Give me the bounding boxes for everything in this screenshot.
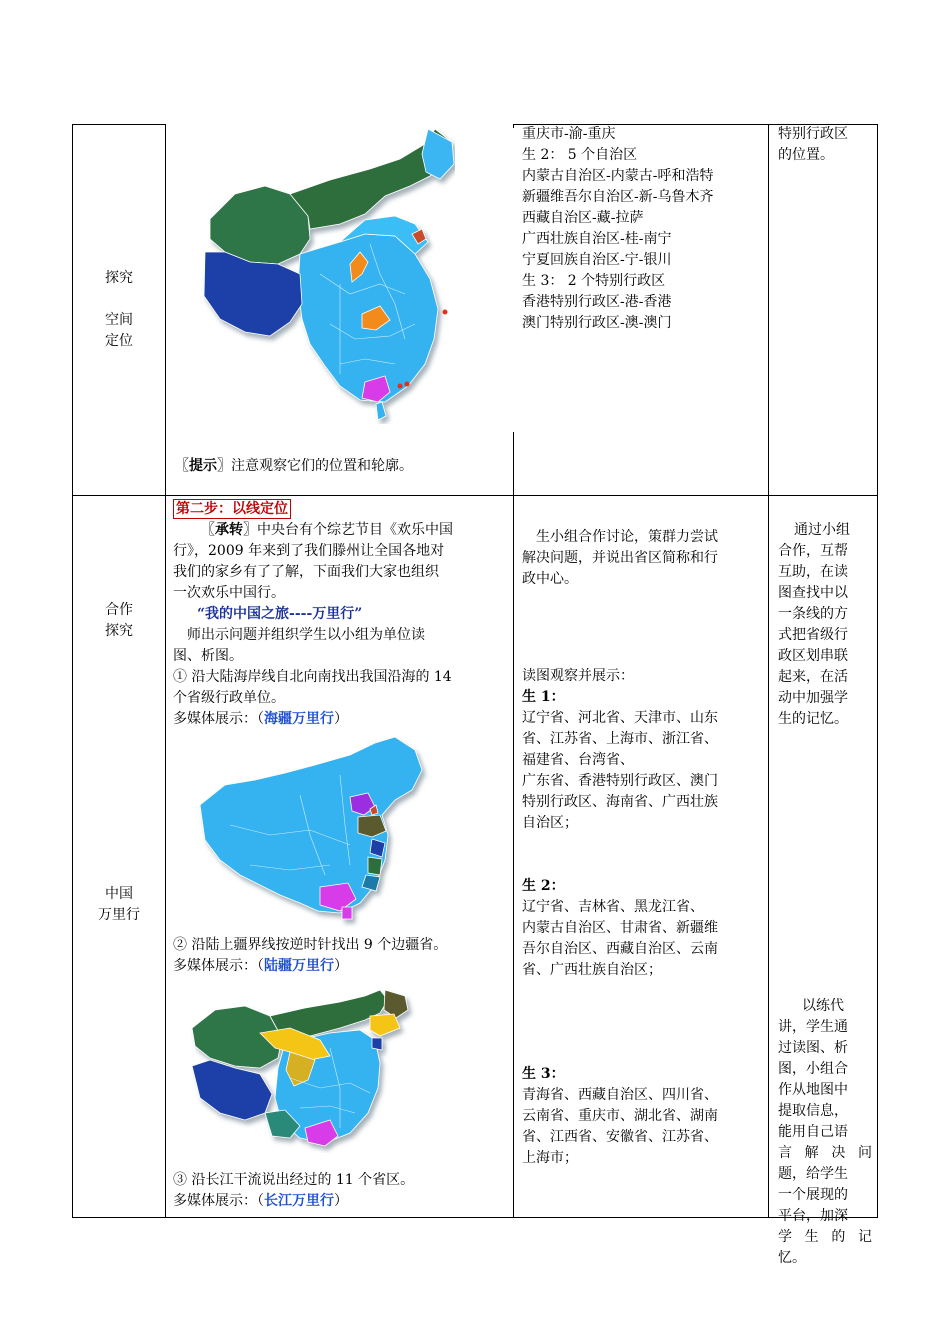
row1-activity — [522, 124, 766, 334]
row2-label-bottom-line1: 中国 — [105, 886, 133, 902]
row1-label-line2: 空间 — [105, 312, 133, 328]
row2-label-bottom-line2: 万里行 — [98, 907, 140, 923]
student-line: 政中心。 — [522, 571, 578, 587]
q2-media-name: 陆疆万里行 — [264, 958, 334, 974]
row1-label-line3: 定位 — [105, 333, 133, 349]
s3-line: 上海市； — [522, 1150, 578, 1166]
activity-line: 宁夏回族自治区-宁-银川 — [522, 252, 672, 268]
transition-line: 行》，2009 年来到了我们滕州让全国各地对 — [173, 543, 445, 559]
intent2-line: 提取信息， — [778, 1103, 848, 1119]
s2-line: 内蒙古自治区、甘肃省、新疆维 — [522, 920, 718, 936]
col-border-4 — [877, 124, 878, 1218]
q1-line: 个省级行政单位。 — [173, 690, 285, 706]
s2-line: 吾尔自治区、西藏自治区、云南 — [522, 941, 718, 957]
border-provinces-map — [190, 988, 420, 1153]
activity-line: 生 3： 2 个特别行政区 — [522, 273, 666, 289]
row2-label-bottom — [73, 884, 165, 926]
q2-media: 多媒体展示：（陆疆万里行） — [173, 958, 348, 974]
intent2-line: 能用自己语 — [778, 1124, 848, 1140]
intent1-line: 生的记忆。 — [778, 711, 848, 727]
s1-label: 生 1： — [522, 689, 565, 705]
intent1-line: 动中加强学 — [778, 690, 848, 706]
intent2-line: 图，小组合 — [778, 1061, 848, 1077]
s3-line: 省、江西省、安徽省、江苏省、 — [522, 1129, 718, 1145]
intent1-line: 起来，在活 — [778, 669, 848, 685]
s1-line: 特别行政区、海南省、广西壮族 — [522, 794, 718, 810]
hint-keyword: 提示 — [189, 458, 217, 474]
intent2-line: 以练代 — [802, 998, 844, 1014]
row2-student-s1 — [522, 666, 766, 834]
row2-content — [173, 499, 511, 730]
q1-media-name: 海疆万里行 — [264, 711, 334, 727]
activity-line: 香港特别行政区-港-香港 — [522, 294, 672, 310]
intent2-line: 平台，加深 — [778, 1208, 848, 1224]
row2-student-discussion — [522, 527, 766, 590]
s2-label: 生 2： — [522, 878, 565, 894]
s1-line: 自治区； — [522, 815, 578, 831]
transition-line: 我们的家乡有了了解，下面我们大家也组织 — [173, 564, 439, 580]
intent2-line: 言解决问 — [778, 1145, 872, 1161]
col-border-2b — [513, 432, 514, 1218]
intent2-line: 作从地图中 — [778, 1082, 848, 1098]
student-line: 生小组合作讨论，策群力尝试 — [536, 529, 718, 545]
row1-intent — [778, 124, 874, 166]
q2-line: ② 沿陆上疆界线按逆时针找出 9 个边疆省。 — [173, 937, 448, 953]
hint-bracket-open: 〖 — [175, 458, 189, 474]
transition-keyword: 承转 — [215, 522, 243, 538]
teacher-line: 图、析图。 — [173, 648, 243, 664]
q3-media: 多媒体展示：（长江万里行） — [173, 1193, 348, 1209]
q3-media-name: 长江万里行 — [264, 1193, 334, 1209]
s3-line: 云南省、重庆市、湖北省、湖南 — [522, 1108, 718, 1124]
row2-intent-2 — [778, 996, 872, 1269]
row1-label-line1: 探究 — [105, 270, 133, 286]
intent1-line: 互助，在读 — [778, 564, 848, 580]
s1-line: 福建省、台湾省、 — [522, 752, 634, 768]
table-top-border — [72, 124, 165, 125]
s2-line: 省、广西壮族自治区； — [522, 962, 662, 978]
row1-label — [73, 268, 165, 352]
student-line: 解决问题，并说出省区简称和行 — [522, 550, 718, 566]
col-border-1 — [165, 124, 166, 1218]
q3-block — [173, 1170, 511, 1212]
row2-label-top — [73, 600, 165, 642]
table-bottom-border — [72, 1217, 877, 1218]
q3-line: ③ 沿长江干流说出经过的 11 个省区。 — [173, 1172, 415, 1188]
intent1-line: 式把省级行 — [778, 627, 848, 643]
activity-line: 重庆市-渝-重庆 — [522, 126, 616, 142]
activity-line: 澳门特别行政区-澳-澳门 — [522, 315, 672, 331]
s1-line: 省、江苏省、上海市、浙江省、 — [522, 731, 718, 747]
activity-line: 内蒙古自治区-内蒙古-呼和浩特 — [522, 168, 714, 184]
hint-body: 〗注意观察它们的位置和轮廓。 — [217, 458, 413, 474]
row2-student-s3 — [522, 1064, 766, 1169]
row2-intent-1 — [778, 520, 872, 730]
read-map-line: 读图观察并展示： — [522, 668, 634, 684]
activity-line: 新疆维吾尔自治区-新-乌鲁木齐 — [522, 189, 714, 205]
journey-title: “我的中国之旅----万里行” — [197, 606, 363, 622]
intent-line: 特别行政区 — [778, 126, 848, 142]
intent1-line: 图查找中以 — [778, 585, 848, 601]
intent2-line: 一个展现的 — [778, 1187, 848, 1203]
intent1-line: 通过小组 — [794, 522, 850, 538]
intent-line: 的位置。 — [778, 147, 834, 163]
step-title: 第二步：以线定位 — [173, 499, 291, 519]
teacher-line: 师出示问题并组织学生以小组为单位读 — [187, 627, 425, 643]
activity-line: 生 2： 5 个自治区 — [522, 147, 638, 163]
intent2-line: 讲，学生通 — [778, 1019, 848, 1035]
col-border-3 — [768, 124, 769, 1218]
s2-line: 辽宁省、吉林省、黑龙江省、 — [522, 899, 704, 915]
intent2-line: 忆。 — [778, 1250, 806, 1266]
row2-label-top-line1: 合作 — [105, 602, 133, 618]
china-provinces-map — [190, 124, 455, 424]
row2-label-top-line2: 探究 — [105, 623, 133, 639]
s3-line: 青海省、西藏自治区、四川省、 — [522, 1087, 718, 1103]
s1-line: 辽宁省、河北省、天津市、山东 — [522, 710, 718, 726]
intent2-line: 过读图、析 — [778, 1040, 848, 1056]
hint-text — [175, 456, 510, 477]
transition-line: 一次欢乐中国行。 — [173, 585, 285, 601]
q1-line: ① 沿大陆海岸线自北向南找出我国沿海的 14 — [173, 669, 452, 685]
row2-student-s2 — [522, 876, 766, 981]
q2-block — [173, 935, 511, 977]
intent2-line: 学生的记 — [778, 1229, 872, 1245]
q1-media: 多媒体展示：（海疆万里行） — [173, 711, 348, 727]
intent1-line: 合作，互帮 — [778, 543, 848, 559]
col-border-2a — [513, 124, 514, 128]
intent1-line: 政区划串联 — [778, 648, 848, 664]
row-divider — [72, 495, 877, 496]
activity-line: 广西壮族自治区-桂-南宁 — [522, 231, 672, 247]
activity-line: 西藏自治区-藏-拉萨 — [522, 210, 644, 226]
s3-label: 生 3： — [522, 1066, 565, 1082]
intent2-line: 题，给学生 — [778, 1166, 848, 1182]
coastal-provinces-map — [190, 735, 430, 930]
transition-line: 〖承转〗中央台有个综艺节目《欢乐中国 — [201, 522, 453, 538]
s1-line: 广东省、香港特别行政区、澳门 — [522, 773, 718, 789]
intent1-line: 一条线的方 — [778, 606, 848, 622]
